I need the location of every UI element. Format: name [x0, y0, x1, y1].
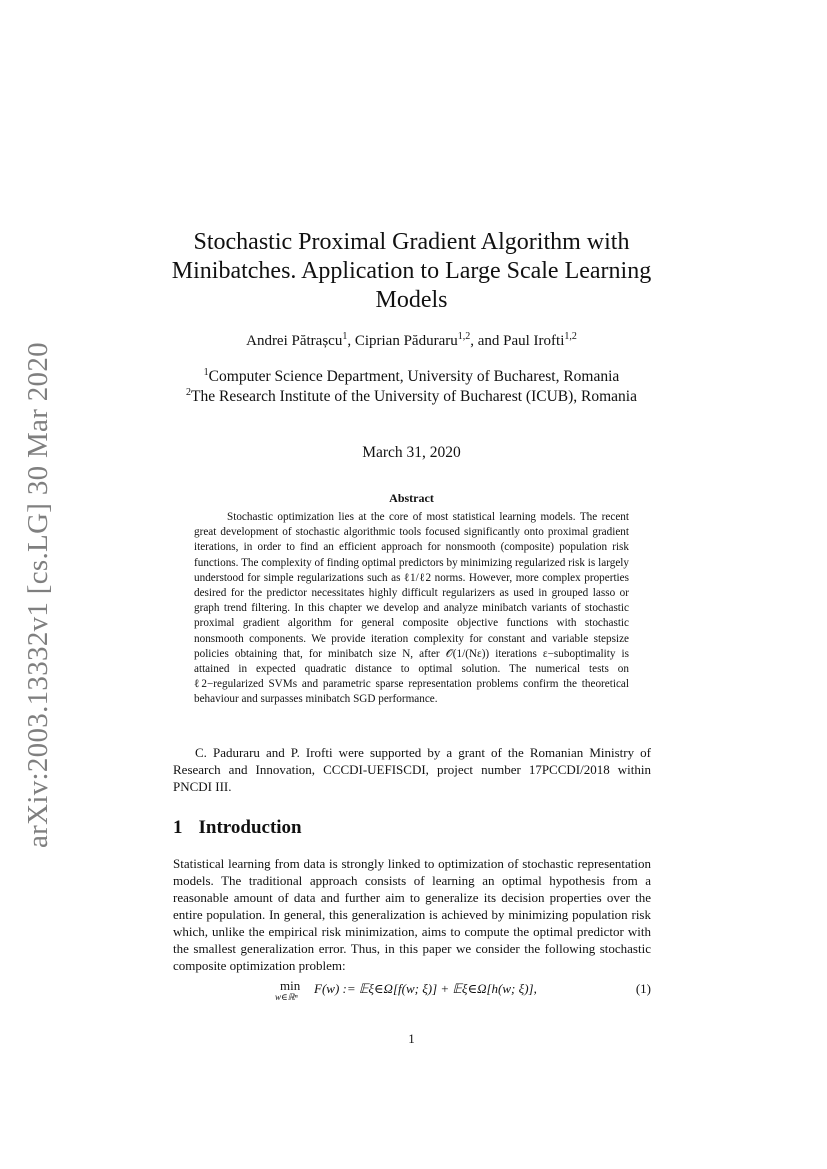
author-affiliation-mark: 1,2 — [564, 331, 577, 342]
affiliation-mark: 1 — [203, 367, 209, 378]
equation-subscript: w∈ℝⁿ — [275, 992, 298, 1002]
equation-min-operator: min — [280, 978, 301, 993]
author-affiliation-mark: 1 — [342, 331, 348, 342]
abstract-text: Stochastic optimization lies at the core of most statistical learning models. The recent great development of stochastic algorithmic tools focused significantly onto proximal gradient iterations, in order to find an efficient approach for nonsmooth (composite) population risk functions. The complexity of finding optimal predictors by minimizing regularized risk is largely understood for simple regularizations such as ℓ1/ℓ2 norms. However, more complex properties desired for the predictor necessitates highly difficult regularizers as used in grouped lasso or graph trend filtering. In this chapter we develop and analyze minibatch variants of stochastic proximal gradient algorithm for general composite objective functions with stochastic nonsmooth components. We provide iteration complexity for constant and variable stepsize policies obtaining that, for minibatch size N, after 𝒪(1/(Nε)) iterations ε−suboptimality is attained in expected quadratic distance to optimal solution. The numerical tests on ℓ2−regularized SVMs and parametric sparse representation problems confirm the theoretical behaviour and surpasses minibatch SGD performance. — [194, 511, 629, 706]
author-name: Andrei Pătrașcu — [246, 333, 343, 349]
author-separator: , and — [470, 333, 504, 349]
affiliation-list — [150, 367, 673, 406]
paper-title: Stochastic Proximal Gradient Algorithm with Minibatches. Application to Large Scale Learning Models — [171, 229, 652, 313]
section-heading — [173, 817, 302, 839]
affiliation-text: The Research Institute of the University of Bucharest (ICUB), Romania — [191, 387, 637, 405]
section-number: 1 — [173, 817, 183, 838]
abstract-heading: Abstract — [389, 491, 434, 505]
author-name: Ciprian Păduraru — [354, 333, 458, 349]
section-title: Introduction — [198, 817, 302, 838]
page-number: 1 — [408, 1031, 415, 1046]
affiliation — [150, 387, 673, 407]
author-separator: , — [347, 333, 355, 349]
paper-date: March 31, 2020 — [362, 444, 461, 461]
author-affiliation-mark: 1,2 — [457, 331, 471, 342]
affiliation-text: Computer Science Department, University of Bucharest, Romania — [208, 368, 620, 385]
funding-note: C. Paduraru and P. Irofti were supported by a grant of the Romanian Ministry of Research and Innovation, CCCDI-UEFISCDI, project number 17PCCDI/2018 within PNCDI III. — [173, 745, 651, 794]
intro-paragraph: Statistical learning from data is strongly linked to optimization of stochastic representation models. The traditional approach consists of learning an optimal hypothesis from a reasonable amount of data and further aim to generalize its decision properties over the entire population. In general, this generalization is achieved by minimizing population risk which, unlike the empirical risk minimization, aims to compute the optimal predictor with the smallest generalization error. Thus, in this paper we consider the following stochastic composite optimization problem: — [173, 856, 651, 973]
author-name: Paul Irofti — [503, 333, 565, 349]
arxiv-identifier: arXiv:2003.13332v1 [cs.LG] 30 Mar 2020 — [22, 342, 54, 848]
equation-number: (1) — [635, 981, 651, 996]
affiliation — [150, 367, 673, 387]
author-list — [150, 333, 673, 350]
affiliation-mark: 2 — [186, 386, 192, 398]
equation-body: F(w) := 𝔼ξ∈Ω[f(w; ξ)] + 𝔼ξ∈Ω[h(w; ξ)], — [314, 981, 537, 996]
